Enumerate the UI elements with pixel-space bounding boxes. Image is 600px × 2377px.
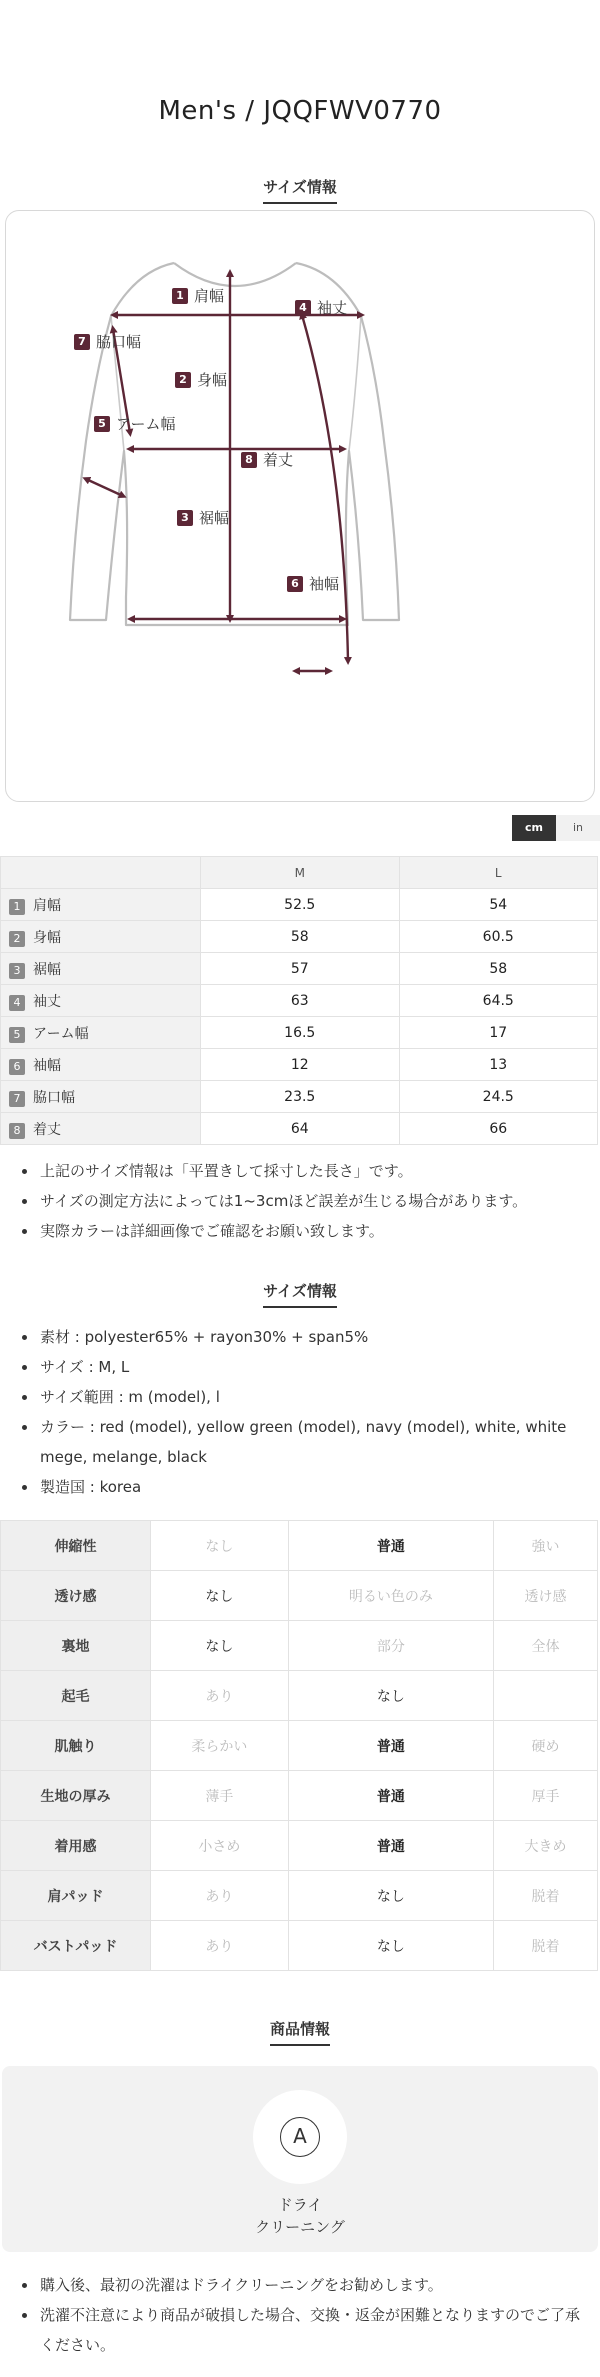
attribute-name: 起毛 <box>1 1671 151 1721</box>
attribute-name: 肌触り <box>1 1721 151 1771</box>
size-header-l: L <box>399 857 598 889</box>
attribute-name: 着用感 <box>1 1821 151 1871</box>
detail-section-heading: サイズ情報 <box>0 1280 600 1308</box>
detail-item: カラー : red (model), yellow green (model), navy (model), white, white mege, melange, black <box>20 1412 590 1472</box>
attribute-name: 伸縮性 <box>1 1521 151 1571</box>
size-diagram <box>5 210 595 802</box>
attribute-row <box>1 1571 598 1621</box>
size-row-label: 1 肩幅 <box>1 889 201 921</box>
attribute-name: 肩パッド <box>1 1871 151 1921</box>
care-note-item: 洗濯不注意により商品が破損した場合、交換・返金が困難となりますのでご了承ください。 <box>20 2300 590 2360</box>
size-note-item: 実際カラーは詳細画像でご確認をお願い致します。 <box>20 1216 590 1246</box>
attribute-option: 柔らかい <box>151 1721 289 1771</box>
size-value-l: 64.5 <box>399 985 598 1017</box>
attribute-row <box>1 1871 598 1921</box>
attribute-name: 生地の厚み <box>1 1771 151 1821</box>
diagram-label-arm-width: 5 アーム幅 <box>94 413 176 434</box>
attribute-option-selected: なし <box>151 1571 289 1621</box>
attribute-row <box>1 1621 598 1671</box>
attribute-row <box>1 1521 598 1571</box>
size-row-label: 8 着丈 <box>1 1113 201 1145</box>
size-note-item: サイズの測定方法によっては1~3cmほど誤差が生じる場合があります。 <box>20 1186 590 1216</box>
attribute-option-selected: 普通 <box>288 1721 493 1771</box>
attribute-option: 厚手 <box>494 1771 598 1821</box>
attribute-option-selected: 普通 <box>288 1771 493 1821</box>
attribute-option: 薄手 <box>151 1771 289 1821</box>
detail-item: 製造国 : korea <box>20 1472 590 1502</box>
attribute-option-selected: 普通 <box>288 1821 493 1871</box>
diagram-label-sleeve-length: 4 袖丈 <box>295 297 347 318</box>
attribute-option <box>494 1671 598 1721</box>
attribute-option-selected: なし <box>288 1671 493 1721</box>
size-value-m: 63 <box>201 985 400 1017</box>
size-row-label: 6 袖幅 <box>1 1049 201 1081</box>
size-table-row <box>1 889 598 921</box>
size-table-row <box>1 921 598 953</box>
care-notes <box>20 2270 590 2360</box>
size-note-item: 上記のサイズ情報は「平置きして採寸した長さ」です。 <box>20 1156 590 1186</box>
size-value-l: 58 <box>399 953 598 985</box>
attribute-option: 脱着 <box>494 1871 598 1921</box>
attribute-name: 透け感 <box>1 1571 151 1621</box>
diagram-label-armhole: 7 脇口幅 <box>74 331 141 352</box>
size-value-l: 54 <box>399 889 598 921</box>
care-label: ドライ クリーニング <box>255 2196 345 2236</box>
size-header-m: M <box>201 857 400 889</box>
detail-item: 素材 : polyester65% + rayon30% + span5% <box>20 1322 590 1352</box>
unit-cm-button[interactable]: cm <box>512 815 556 841</box>
attribute-row <box>1 1921 598 1971</box>
size-value-m: 52.5 <box>201 889 400 921</box>
size-row-label: 5 アーム幅 <box>1 1017 201 1049</box>
attribute-row <box>1 1821 598 1871</box>
attribute-row <box>1 1721 598 1771</box>
detail-items <box>20 1322 590 1502</box>
care-panel <box>2 2066 598 2252</box>
size-value-l: 13 <box>399 1049 598 1081</box>
size-row-label: 2 身幅 <box>1 921 201 953</box>
size-table-row <box>1 985 598 1017</box>
attribute-option-selected: なし <box>288 1921 493 1971</box>
size-table-row <box>1 1081 598 1113</box>
attribute-option: 明るい色のみ <box>288 1571 493 1621</box>
attribute-option: 強い <box>494 1521 598 1571</box>
size-table-row <box>1 1113 598 1145</box>
attribute-option: 大きめ <box>494 1821 598 1871</box>
size-section-heading: サイズ情報 <box>0 176 600 204</box>
size-table-row <box>1 953 598 985</box>
diagram-label-length: 8 着丈 <box>241 449 293 470</box>
attribute-option: なし <box>151 1521 289 1571</box>
size-table-row <box>1 1017 598 1049</box>
attribute-option: あり <box>151 1671 289 1721</box>
size-row-label: 4 袖丈 <box>1 985 201 1017</box>
size-table-row <box>1 1049 598 1081</box>
product-title: Men's / JQQFWV0770 <box>158 96 442 126</box>
size-notes <box>20 1156 590 1246</box>
detail-item: サイズ : M, L <box>20 1352 590 1382</box>
attribute-row <box>1 1771 598 1821</box>
size-value-m: 12 <box>201 1049 400 1081</box>
care-icon-circle <box>253 2090 347 2184</box>
size-value-m: 57 <box>201 953 400 985</box>
size-value-l: 24.5 <box>399 1081 598 1113</box>
size-row-label: 7 脇口幅 <box>1 1081 201 1113</box>
size-value-l: 66 <box>399 1113 598 1145</box>
attribute-option: 透け感 <box>494 1571 598 1621</box>
diagram-label-chest: 2 身幅 <box>175 369 227 390</box>
attribute-option: 部分 <box>288 1621 493 1671</box>
attribute-option: あり <box>151 1871 289 1921</box>
size-value-m: 64 <box>201 1113 400 1145</box>
size-value-l: 60.5 <box>399 921 598 953</box>
unit-toggle <box>512 815 600 841</box>
attribute-row <box>1 1671 598 1721</box>
size-value-l: 17 <box>399 1017 598 1049</box>
attribute-option: 硬め <box>494 1721 598 1771</box>
dry-clean-icon: A <box>280 2117 320 2157</box>
size-value-m: 16.5 <box>201 1017 400 1049</box>
attribute-option-selected: なし <box>151 1621 289 1671</box>
attribute-option: 小さめ <box>151 1821 289 1871</box>
attribute-option-selected: 普通 <box>288 1521 493 1571</box>
size-row-label: 3 裾幅 <box>1 953 201 985</box>
size-table-header <box>1 857 598 889</box>
attribute-option: あり <box>151 1921 289 1971</box>
product-info-heading: 商品情報 <box>0 2018 600 2046</box>
attribute-option: 全体 <box>494 1621 598 1671</box>
diagram-label-hem: 3 裾幅 <box>177 507 229 528</box>
size-table-corner <box>1 857 201 889</box>
unit-in-button[interactable]: in <box>556 815 600 841</box>
size-value-m: 23.5 <box>201 1081 400 1113</box>
diagram-label-shoulder: 1 肩幅 <box>172 285 224 306</box>
size-value-m: 58 <box>201 921 400 953</box>
detail-item: サイズ範囲 : m (model), l <box>20 1382 590 1412</box>
attribute-name: バストパッド <box>1 1921 151 1971</box>
attribute-table <box>0 1520 598 1971</box>
diagram-label-cuff: 6 袖幅 <box>287 573 339 594</box>
care-note-item: 購入後、最初の洗濯はドライクリーニングをお勧めします。 <box>20 2270 590 2300</box>
size-table <box>0 856 598 1145</box>
attribute-option-selected: なし <box>288 1871 493 1921</box>
attribute-option: 脱着 <box>494 1921 598 1971</box>
attribute-name: 裏地 <box>1 1621 151 1671</box>
